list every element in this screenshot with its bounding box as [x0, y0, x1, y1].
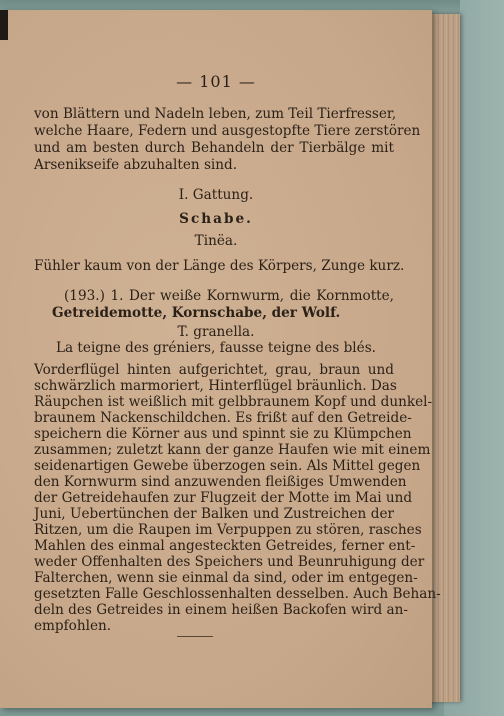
intro-line: welche Haare, Federn und ausgestopfte Tiere zerstören: [34, 123, 421, 139]
body-line: Vorderflügel hinten aufgerichtet, grau, braun und: [34, 362, 394, 378]
family-heading: Schabe.: [179, 211, 253, 227]
intro-line: und am besten durch Behandeln der Tierbälge mit: [34, 140, 394, 156]
body-line: Falterchen, wenn sie einmal da sind, oder im entgegen-: [34, 570, 418, 586]
body-line: gesetzten Falle Geschlossenhalten desselben. Auch Behan-: [34, 586, 441, 602]
book-page: [0, 10, 441, 708]
body-line: zusammen; zuletzt kann der ganze Haufen wie mit einem: [34, 442, 431, 458]
body-line: weder Offenhalten des Speichers und Beunruhigung der: [34, 554, 425, 570]
body-line: Juni, Uebertünchen der Balken und Zustreichen der: [34, 506, 394, 522]
species-heading-line: (193.) 1. Der weiße Kornwurm, die Kornmotte,: [64, 288, 394, 304]
body-line: speichern die Körner aus und spinnt sie zu Klümpchen: [34, 426, 412, 442]
genus-heading: I. Gattung.: [178, 187, 254, 203]
body-line: Mahlen des einmal angesteckten Getreides, ferner ent-: [34, 538, 416, 554]
body-line: den Kornwurm sind anzuwenden fleißiges Umwenden: [34, 474, 407, 490]
body-line: Ritzen, um die Raupen im Verpuppen zu stören, rasches: [34, 522, 422, 538]
intro-line: Arsenikseife abzuhalten sind.: [34, 157, 238, 173]
body-line: braunem Nackenschildchen. Es frißt auf den Getreide-: [34, 410, 412, 426]
body-line: empfohlen.: [34, 618, 112, 634]
body-line: seidenartigen Gewebe überzogen sein. Als Mittel gegen: [34, 458, 421, 474]
latin-species-name: T. granella.: [177, 324, 255, 340]
genus-description: Fühler kaum von der Länge des Körpers, Zunge kurz.: [34, 258, 405, 274]
body-line: deln des Getreides in einem heißen Backofen wird an-: [34, 602, 408, 618]
species-heading-line: Getreidemotte, Kornschabe, der Wolf.: [52, 305, 341, 321]
body-line: Räupchen ist weißlich mit gelbbraunem Kopf und dunkel-: [34, 394, 433, 410]
end-rule: [177, 636, 213, 637]
latin-genus: Tinëa.: [194, 233, 238, 249]
french-name: La teigne des gréniers, fausse teigne des blés.: [55, 340, 376, 356]
intro-line: von Blättern und Nadeln leben, zum Teil Tierfresser,: [34, 106, 397, 122]
corner-mark: [0, 10, 8, 40]
page-number: — 101 —: [176, 72, 256, 91]
body-line: schwärzlich marmoriert, Hinterflügel bräunlich. Das: [34, 378, 397, 394]
body-line: der Getreidehaufen zur Flugzeit der Motte im Mai und: [34, 490, 413, 506]
